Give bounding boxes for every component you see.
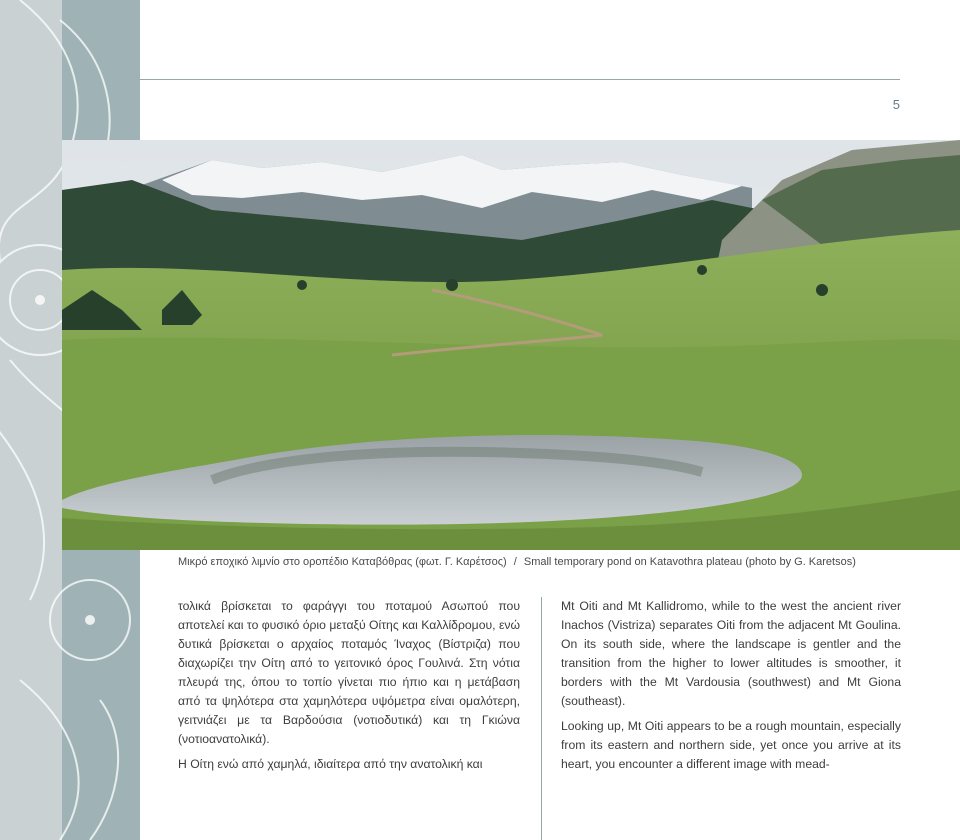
caption-greek: Μικρό εποχικό λιμνίο στο οροπέδιο Καταβόθρας (φωτ. Γ. Καρέτσος)	[178, 556, 507, 568]
greek-paragraph: Η Οίτη ενώ από χαμηλά, ιδιαίτερα από την ανατολική και	[178, 757, 483, 771]
caption-english: Small temporary pond on Katavothra plateau (photo by G. Karetsos)	[523, 556, 856, 568]
english-text-column	[561, 597, 901, 780]
mountain-pond-illustration	[62, 140, 960, 550]
header-rule	[140, 79, 900, 80]
greek-text-column	[178, 597, 520, 780]
english-paragraph: Looking up, Mt Oiti appears to be a rough mountain, especially from its eastern and northern side, yet once you arrive at its heart, you encounter a different image with mead-	[561, 719, 901, 771]
english-paragraph: Mt Oiti and Mt Kallidromo, while to the west the ancient river Inachos (Vistriza) separates Oiti from the adjacent Mt Goulina. On its south side, where the landscape is gentler and the transition from the higher to lower altitudes is smoother, it borders with the Mt Vardousia (southwest) and Mt Giona (southeast).	[561, 599, 901, 708]
page-number: 5	[892, 97, 900, 112]
landscape-photo	[62, 140, 960, 550]
column-divider	[541, 597, 542, 840]
caption-separator: /	[513, 556, 517, 568]
photo-caption	[178, 556, 938, 568]
greek-paragraph: τολικά βρίσκεται το φαράγγι του ποταμού Ασωπού που αποτελεί και το φυσικό όριο μεταξύ Οίτης και Καλλίδρομου, ενώ δυτικά βρίσκεται ο αρχαίος ποταμός Ίναχος (Βίστριζα) που διαχωρίζει την Οίτη από το γειτονικό όρος Γουλινά. Στη νότια πλευρά της, όπου το τοπίο γίνεται πιο ήπιο και η μετάβαση από τα ψηλότερα στα χαμηλότερα υψόμετρα είναι ομαλότερη, γειτνιάζει με τα Βαρδούσια (νοτιοδυτικά) και τη Γκιώνα (νοτιοανατολικά).	[178, 599, 520, 746]
